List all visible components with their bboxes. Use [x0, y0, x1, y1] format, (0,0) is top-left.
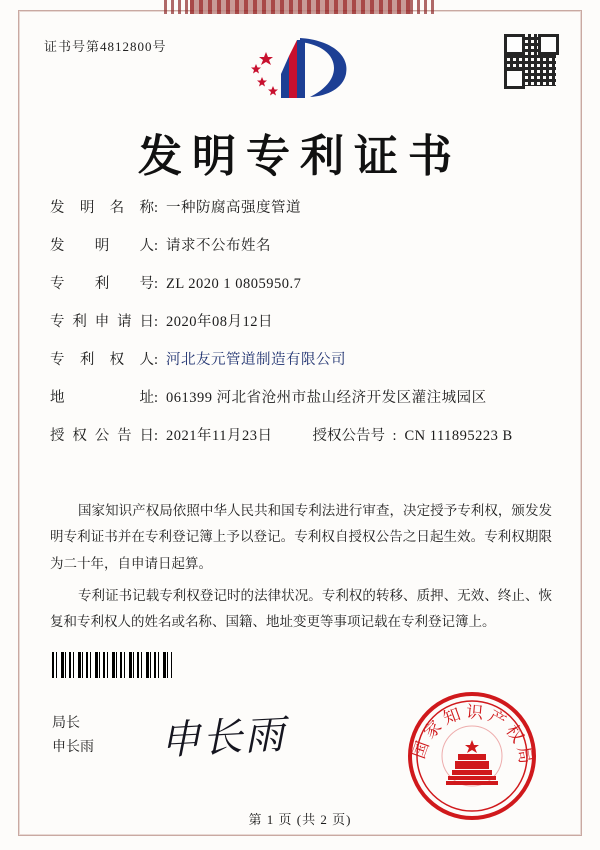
field-grant-row	[50, 424, 550, 445]
field-grant-date	[50, 424, 272, 445]
qr-code-icon	[504, 34, 556, 86]
paragraph-1: 国家知识产权局依照中华人民共和国专利法进行审查，决定授予专利权，颁发发明专利证书并在专利登记簿上予以登记。专利权自授权公告之日起生效。专利权期限为二十年，自申请日起算。	[50, 503, 552, 571]
barcode-icon	[52, 652, 172, 678]
page-footer: 第 1 页 (共 2 页)	[248, 812, 352, 827]
field-address	[50, 386, 550, 407]
field-colon: :	[392, 428, 397, 444]
field-label-patent-number: 专 利 号	[50, 276, 154, 292]
field-grant-number	[312, 424, 512, 445]
field-list	[50, 196, 550, 462]
field-colon: :	[154, 314, 159, 330]
field-value-grant-number: CN 111895223 B	[404, 428, 513, 444]
ornament-right	[410, 0, 436, 14]
page-title: 发明专利证书	[138, 131, 462, 182]
field-colon: :	[154, 390, 159, 406]
field-label-inventor: 发 明 人	[50, 238, 154, 254]
field-value-inventor: 请求不公布姓名	[166, 238, 271, 254]
official-red-seal-icon	[404, 688, 540, 824]
svg-text:国家知识产权局: 国家知识产权局	[409, 702, 536, 770]
paragraph-2: 专利证书记载专利权登记时的法律状况。专利权的转移、质押、无效、终止、恢复和专利权人的姓名或名称、国籍、地址变更等事项记载在专利登记簿上。	[50, 587, 552, 630]
ornament-left	[164, 0, 190, 14]
field-colon: :	[154, 352, 159, 368]
field-value-patentee: 河北友元管道制造有限公司	[166, 352, 346, 368]
field-label-application-date: 专 利 申 请 日	[50, 314, 154, 330]
signature-role: 局长	[52, 716, 80, 731]
field-colon: :	[154, 428, 159, 444]
field-value-invention-title: 一种防腐高强度管道	[166, 200, 301, 216]
field-application-date	[50, 310, 550, 331]
field-value-application-date: 2020年08月12日	[166, 314, 273, 330]
field-value-address: 061399 河北省沧州市盐山经济开发区灌注城园区	[166, 390, 487, 406]
signature-name: 申长雨	[52, 739, 94, 755]
signature-block	[52, 712, 94, 760]
handwritten-signature: 申长雨	[159, 711, 288, 765]
field-inventor	[50, 234, 550, 255]
field-colon: :	[154, 276, 159, 292]
cnipa-logo-icon	[240, 34, 360, 102]
field-value-patent-number: ZL 2020 1 0805950.7	[166, 276, 302, 292]
field-label-invention-title: 发 明 名 称	[50, 200, 154, 216]
field-label-grant-date: 授 权 公 告 日	[50, 428, 154, 444]
field-patent-number	[50, 272, 550, 293]
legal-text	[50, 498, 552, 642]
field-colon: :	[154, 238, 159, 254]
field-patentee	[50, 348, 550, 369]
field-label-grant-number: 授权公告号	[312, 428, 385, 444]
field-label-address: 地 址	[50, 390, 154, 406]
field-value-grant-date: 2021年11月23日	[166, 428, 273, 444]
top-ornament	[190, 0, 410, 14]
field-colon: :	[154, 200, 159, 216]
certificate-number: 证书号第4812800号	[44, 39, 167, 54]
field-invention-title	[50, 196, 550, 217]
field-label-patentee: 专 利 权 人	[50, 352, 154, 368]
